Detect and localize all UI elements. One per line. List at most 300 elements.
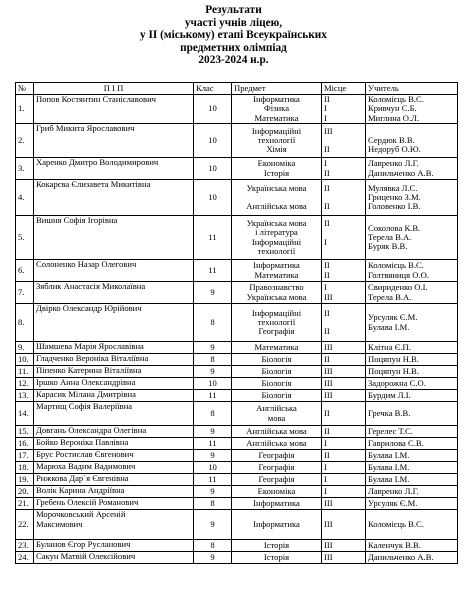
subject-cell: [232, 282, 322, 304]
student-name: [34, 390, 194, 402]
teacher-cell: [366, 366, 458, 378]
teacher-cell-line: Миглина О.Л.: [368, 112, 420, 123]
table-row: [16, 304, 458, 342]
teacher-cell-line: Булава І.М.: [368, 462, 410, 473]
student-name-line: Гладченко Вероніка Віталіївна: [36, 353, 149, 364]
place-cell: [322, 462, 366, 474]
place-cell-line: ІІ: [324, 426, 330, 437]
table-row: [16, 282, 458, 304]
row-number: 13.: [16, 390, 34, 402]
grade-cell: 9: [194, 486, 232, 498]
student-name-line: Марюха Вадим Вадимович: [36, 461, 136, 472]
teacher-cell: [366, 378, 458, 390]
teacher-cell-line: Каленчук В.В.: [368, 540, 421, 551]
place-cell-line: І: [324, 282, 327, 293]
subject-cell-line: Фізика: [263, 103, 290, 114]
subject-cell-line: технології: [257, 246, 296, 257]
student-name: [34, 354, 194, 366]
place-cell: [322, 260, 366, 282]
row-number: 20.: [16, 486, 34, 498]
row-number: 12.: [16, 378, 34, 390]
teacher-cell: [366, 390, 458, 402]
teacher-cell-line: Коломієць В.С.: [368, 94, 424, 104]
subject-cell: [232, 402, 322, 426]
place-cell-line: ІІ: [324, 182, 330, 193]
place-cell-line: ІІІ: [324, 552, 333, 563]
student-name: [34, 540, 194, 552]
student-name-line: Солоненко Назар Олегович: [36, 259, 137, 270]
table-row: [16, 366, 458, 378]
subject-cell: [232, 354, 322, 366]
grade-cell: 11: [194, 390, 232, 402]
place-cell: [322, 354, 366, 366]
subject-cell: [232, 180, 322, 216]
subject-cell-line: Інформаційні: [251, 307, 302, 318]
row-number: 22.: [16, 510, 34, 540]
teacher-cell-line: Булава І.М.: [368, 450, 410, 461]
student-name: [34, 510, 194, 540]
table-header-row: [16, 83, 458, 95]
student-name: [34, 552, 194, 564]
teacher-cell: [366, 498, 458, 510]
subject-cell: [232, 342, 322, 354]
student-name-line: Піпенко Катерина Віталіївна: [36, 365, 142, 376]
grade-cell: 8: [194, 354, 232, 366]
student-name-line: Довгань Олександра Олегівна: [36, 425, 147, 436]
student-name: [34, 450, 194, 462]
student-name-line: Гребень Олексій Романович: [36, 497, 139, 508]
student-name: [34, 378, 194, 390]
subject-cell-line: Історія: [263, 552, 290, 563]
subject-cell-line: Українська мова: [246, 182, 307, 193]
place-cell: [322, 304, 366, 342]
subject-cell-line: Історія: [263, 167, 290, 178]
subject-cell: [232, 95, 322, 124]
place-cell-line: ІІ: [324, 167, 330, 178]
place-cell: [322, 552, 366, 564]
student-name: [34, 216, 194, 260]
grade-cell: 10: [194, 180, 232, 216]
place-cell-line: ІІ: [324, 269, 330, 280]
teacher-cell-line: Свириденко О.І.: [368, 282, 428, 293]
student-name-line: Кокарєва Єлизавета Микитівна: [36, 179, 151, 190]
subject-cell: [232, 510, 322, 540]
grade-cell: 8: [194, 540, 232, 552]
title-line-4: предметних олімпіад: [180, 41, 287, 54]
place-cell-line: ІІ: [324, 307, 330, 318]
subject-cell-line: Біологія: [261, 366, 292, 377]
place-cell-line: ІІІ: [324, 519, 333, 530]
place-cell-line: І: [324, 462, 327, 473]
table-row: [16, 216, 458, 260]
student-name-line: Попов Костянтин Станіславович: [36, 94, 157, 104]
place-cell-line: І: [324, 486, 327, 497]
subject-cell-line: мова: [267, 412, 286, 423]
table-row: [16, 510, 458, 540]
place-cell-line: ІІ: [324, 201, 330, 212]
subject-cell-line: Українська мова: [246, 291, 307, 302]
student-name-line: Карасик Мілана Дмитрівна: [36, 389, 136, 400]
place-cell-line: ІІ: [324, 260, 330, 271]
header-teacher: Учитель: [366, 83, 458, 95]
subject-cell: [232, 158, 322, 180]
teacher-cell-line: Лавренко Л.Г.: [368, 486, 419, 497]
grade-cell: 8: [194, 304, 232, 342]
teacher-cell-line: Коломієць В.С.: [368, 519, 424, 530]
student-name-line: Волік Карина Андріївна: [36, 485, 125, 496]
subject-cell-line: Економіка: [257, 158, 296, 169]
row-number: 8.: [16, 304, 34, 342]
teacher-cell: [366, 402, 458, 426]
student-name: [34, 304, 194, 342]
table-row: [16, 498, 458, 510]
student-name: [34, 438, 194, 450]
row-number: 9.: [16, 342, 34, 354]
teacher-cell-line: Коломієць В.С.: [368, 260, 424, 271]
subject-cell: [232, 426, 322, 438]
teacher-cell-line: Задорожна С.О.: [368, 378, 426, 389]
row-number: 1.: [16, 95, 34, 124]
student-name-line: Морочковський Арсеній: [36, 509, 126, 520]
teacher-cell-line: Булава І.М.: [368, 474, 410, 485]
row-number: 6.: [16, 260, 34, 282]
student-name: [34, 402, 194, 426]
subject-cell-line: Математика: [254, 342, 299, 353]
place-cell-line: ІІ: [324, 408, 330, 419]
teacher-cell-line: Бурдим Л.І.: [368, 390, 411, 401]
student-name: [34, 486, 194, 498]
subject-cell: [232, 462, 322, 474]
subject-cell-line: Географія: [258, 450, 295, 461]
place-cell: [322, 402, 366, 426]
header-num: №: [16, 83, 34, 95]
table-row: [16, 426, 458, 438]
grade-cell: 10: [194, 378, 232, 390]
results-table: [15, 82, 458, 564]
teacher-cell-line: Кривчун С.Б.: [368, 103, 417, 114]
teacher-cell-line: Сердюк В.В.: [368, 135, 415, 146]
teacher-cell: [366, 260, 458, 282]
table-row: [16, 552, 458, 564]
student-name: [34, 462, 194, 474]
student-name: [34, 282, 194, 304]
header-subject: Предмет: [232, 83, 322, 95]
grade-cell: 10: [194, 158, 232, 180]
subject-cell: [232, 216, 322, 260]
teacher-cell-line: Герелес Т.С.: [368, 426, 413, 437]
subject-cell-line: Інформаційні: [251, 125, 302, 136]
teacher-cell: [366, 282, 458, 304]
teacher-cell: [366, 462, 458, 474]
place-cell-line: І: [324, 236, 327, 247]
row-number: 23.: [16, 540, 34, 552]
teacher-cell: [366, 124, 458, 158]
place-cell-line: ІІ: [324, 94, 330, 104]
teacher-cell: [366, 510, 458, 540]
subject-cell: [232, 450, 322, 462]
teacher-cell-line: Буряк В.В.: [368, 241, 408, 252]
row-number: 16.: [16, 438, 34, 450]
place-cell-line: ІІІ: [324, 378, 333, 389]
table-row: [16, 354, 458, 366]
row-number: 7.: [16, 282, 34, 304]
place-cell-line: І: [324, 438, 327, 449]
grade-cell: 9: [194, 282, 232, 304]
teacher-cell: [366, 438, 458, 450]
subject-cell-line: Правознавство: [249, 282, 304, 293]
grade-cell: 9: [194, 510, 232, 540]
teacher-cell-line: Головенко І.В.: [368, 201, 421, 212]
table-row: [16, 540, 458, 552]
place-cell-line: [324, 247, 363, 256]
teacher-cell: [366, 216, 458, 260]
table-row: [16, 474, 458, 486]
place-cell: [322, 486, 366, 498]
teacher-cell-line: Данильченко А.В.: [368, 167, 434, 178]
student-name-line: Буланов Єгор Русланович: [36, 539, 131, 550]
place-cell-line: ІІІ: [324, 125, 333, 136]
place-cell-line: ІІ: [324, 217, 330, 228]
teacher-cell-line: Булава І.М.: [368, 321, 410, 332]
subject-cell-line: і література: [255, 227, 298, 238]
student-name-line: Максимович: [36, 518, 83, 529]
table-row: [16, 450, 458, 462]
student-name: [34, 124, 194, 158]
row-number: 5.: [16, 216, 34, 260]
student-name-line: Бойко Вероніка Павлівна: [36, 437, 129, 448]
subject-cell-line: Біологія: [261, 378, 292, 389]
row-number: 14.: [16, 402, 34, 426]
table-row: [16, 378, 458, 390]
student-name: [34, 342, 194, 354]
teacher-cell-line: Урсуляк Є.М.: [368, 498, 418, 509]
subject-cell-line: Біологія: [261, 354, 292, 365]
subject-cell-line: Хімія: [266, 144, 287, 155]
header-grade: Клас: [194, 83, 232, 95]
teacher-cell-line: Гаврилова С.В.: [368, 438, 424, 449]
subject-cell-line: Інформаційні: [251, 236, 302, 247]
place-cell: [322, 95, 366, 124]
place-cell: [322, 158, 366, 180]
table-row: [16, 158, 458, 180]
place-cell: [322, 124, 366, 158]
subject-cell: [232, 304, 322, 342]
teacher-cell: [366, 426, 458, 438]
row-number: 11.: [16, 366, 34, 378]
grade-cell: 9: [194, 450, 232, 462]
subject-cell: [232, 438, 322, 450]
student-name: [34, 180, 194, 216]
grade-cell: 10: [194, 95, 232, 124]
subject-cell-line: Математика: [254, 112, 299, 123]
student-name-line: Зяблик Анастасія Миколаївна: [36, 281, 146, 292]
row-number: 4.: [16, 180, 34, 216]
table-row: [16, 124, 458, 158]
teacher-cell-line: Терела В.А.: [368, 232, 412, 243]
table-row: [16, 462, 458, 474]
subject-cell-line: Географія: [258, 326, 295, 337]
grade-cell: 11: [194, 216, 232, 260]
table-row: [16, 180, 458, 216]
subject-cell: [232, 486, 322, 498]
grade-cell: 11: [194, 260, 232, 282]
subject-cell-line: Географія: [258, 474, 295, 485]
grade-cell: 11: [194, 474, 232, 486]
place-cell: [322, 438, 366, 450]
place-cell: [322, 282, 366, 304]
teacher-cell-line: Недоруб О.Ю.: [368, 144, 421, 155]
place-cell-line: І: [324, 158, 327, 169]
place-cell: [322, 366, 366, 378]
place-cell-line: ІІ: [324, 354, 330, 365]
row-number: 3.: [16, 158, 34, 180]
place-cell: [322, 474, 366, 486]
subject-cell: [232, 366, 322, 378]
subject-cell-line: Історія: [263, 540, 290, 551]
place-cell-line: [324, 228, 363, 237]
subject-cell: [232, 540, 322, 552]
teacher-cell-line: Гречка В.В.: [368, 408, 411, 419]
teacher-cell-line: Лавренко Л.Г.: [368, 158, 419, 169]
subject-cell: [232, 124, 322, 158]
header-name: П І П: [34, 83, 194, 95]
title-line-3: у ІІ (міському) етапі Всеукраїнських: [140, 29, 327, 42]
row-number: 19.: [16, 474, 34, 486]
teacher-cell: [366, 474, 458, 486]
place-cell-line: ІІІ: [324, 366, 333, 377]
document-title: [0, 0, 467, 67]
row-number: 2.: [16, 124, 34, 158]
teacher-cell: [366, 450, 458, 462]
place-cell: [322, 342, 366, 354]
grade-cell: 9: [194, 426, 232, 438]
table-row: [16, 438, 458, 450]
place-cell-line: ІІІ: [324, 342, 333, 353]
place-cell: [322, 390, 366, 402]
subject-cell-line: Інформатика: [253, 260, 300, 271]
row-number: 17.: [16, 450, 34, 462]
teacher-cell-line: Гриценко З.М.: [368, 192, 421, 203]
place-cell: [322, 216, 366, 260]
subject-cell-line: Інформатика: [253, 94, 300, 104]
teacher-cell-line: Поцяпун Н.В.: [368, 354, 419, 365]
place-cell: [322, 450, 366, 462]
subject-cell-line: Математика: [254, 269, 299, 280]
teacher-cell-line: Терела В.А.: [368, 291, 412, 302]
teacher-cell-line: Данильченко А.В.: [368, 552, 434, 563]
subject-cell-line: технології: [257, 135, 296, 146]
title-line-1: Результати: [205, 4, 262, 16]
student-name-line: Іршко Анна Олександрівна: [36, 377, 136, 388]
place-cell: [322, 498, 366, 510]
student-name-line: Рижкова Дар`я Євгенівна: [36, 473, 129, 484]
subject-cell-line: технології: [257, 317, 296, 328]
place-cell-line: ІІІ: [324, 498, 333, 509]
student-name-line: Харенко Дмитро Володимирович: [36, 157, 159, 168]
teacher-cell: [366, 95, 458, 124]
place-cell: [322, 378, 366, 390]
subject-cell-line: Інформатика: [253, 519, 300, 530]
row-number: 21.: [16, 498, 34, 510]
student-name-line: Мартищ Софія Валеріївна: [36, 401, 133, 412]
place-cell-line: ІІ: [324, 326, 330, 337]
subject-cell: [232, 378, 322, 390]
subject-cell-line: Англійська мова: [246, 426, 307, 437]
grade-cell: 8: [194, 498, 232, 510]
row-number: 15.: [16, 426, 34, 438]
student-name: [34, 260, 194, 282]
student-name: [34, 158, 194, 180]
place-cell: [322, 180, 366, 216]
subject-cell-line: Англійська мова: [246, 438, 307, 449]
student-name: [34, 95, 194, 124]
header-place: Місце: [322, 83, 366, 95]
grade-cell: 9: [194, 366, 232, 378]
student-name: [34, 366, 194, 378]
place-cell: [322, 426, 366, 438]
row-number: 24.: [16, 552, 34, 564]
subject-cell-line: Англійська мова: [246, 201, 307, 212]
table-row: [16, 342, 458, 354]
table-row: [16, 390, 458, 402]
teacher-cell-line: Клітна Є.П.: [368, 342, 411, 353]
student-name: [34, 498, 194, 510]
subject-cell-line: Економіка: [257, 486, 296, 497]
row-number: 18.: [16, 462, 34, 474]
teacher-cell: [366, 354, 458, 366]
student-name-line: Двірко Олександр Юрійович: [36, 303, 142, 314]
place-cell-line: ІІІ: [324, 291, 333, 302]
student-name-line: Вишня Софія Ігорівна: [36, 215, 118, 226]
grade-cell: 10: [194, 124, 232, 158]
subject-cell-line: Англійська: [256, 403, 297, 414]
table-row: [16, 260, 458, 282]
place-cell-line: ІІ: [324, 144, 330, 155]
teacher-cell-line: Соколова К.В.: [368, 222, 421, 233]
grade-cell: 9: [194, 342, 232, 354]
subject-cell: [232, 390, 322, 402]
student-name: [34, 426, 194, 438]
place-cell: [322, 510, 366, 540]
student-name: [34, 474, 194, 486]
row-number: 10.: [16, 354, 34, 366]
place-cell-line: І: [324, 112, 327, 123]
teacher-cell: [366, 158, 458, 180]
subject-cell-line: Географія: [258, 462, 295, 473]
place-cell-line: ІІІ: [324, 390, 333, 401]
teacher-cell: [366, 180, 458, 216]
teacher-cell: [366, 304, 458, 342]
grade-cell: 10: [194, 462, 232, 474]
teacher-cell-line: Поцяпун Н.В.: [368, 366, 419, 377]
subject-cell: [232, 498, 322, 510]
teacher-cell: [366, 540, 458, 552]
student-name-line: Гриб Микита Ярославович: [36, 123, 135, 134]
teacher-cell-line: Урсуляк Є.М.: [368, 312, 418, 323]
place-cell-line: ІІ: [324, 450, 330, 461]
subject-cell-line: Біологія: [261, 390, 292, 401]
teacher-cell: [366, 342, 458, 354]
grade-cell: 9: [194, 552, 232, 564]
title-line-5: 2023-2024 н.р.: [198, 54, 269, 67]
grade-cell: 8: [194, 402, 232, 426]
student-name-line: Брус Ростислав Євгенович: [36, 449, 134, 460]
title-line-2: участі учнів ліцею,: [184, 16, 283, 29]
subject-cell: [232, 260, 322, 282]
place-cell: [322, 540, 366, 552]
subject-cell: [232, 474, 322, 486]
table-row: [16, 486, 458, 498]
